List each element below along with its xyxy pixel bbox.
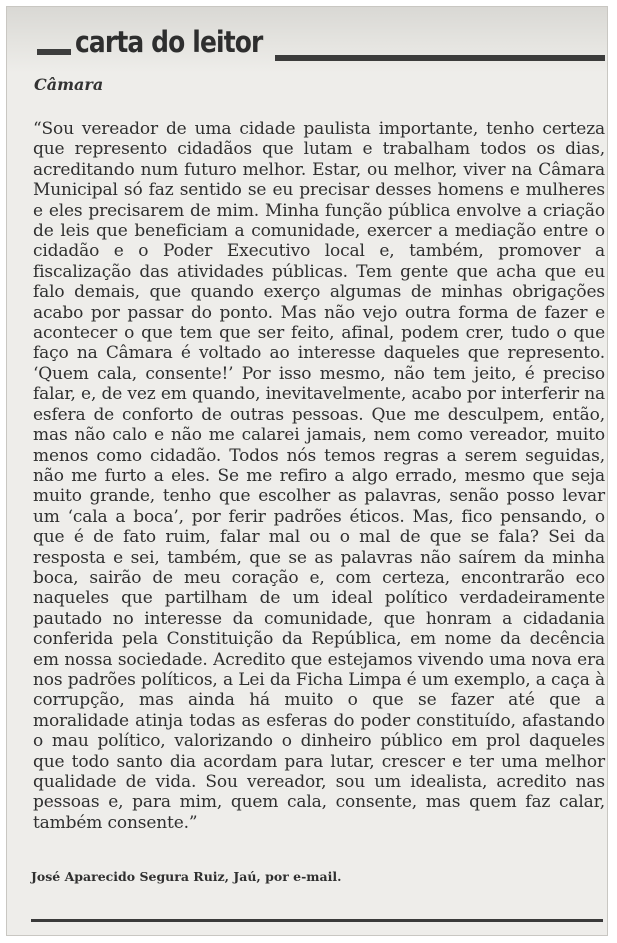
bottom-rule: [31, 919, 603, 922]
header-rule: [275, 55, 605, 61]
letter-body: “Sou vereador de uma cidade paulista importante, tenho certeza que represento cidadãos que lutam e trabalham todos os dias, acreditando num futuro melhor. Estar, ou melhor, viver na Câmara Municipal só faz sentido se eu precisar desses homens e mulheres e eles precisarem de mim. Minha função pública envolve a criação de leis que beneficiam a comunidade, exercer a mediação entre o cidadão e o Poder Executivo local e, também, promover a fiscalização das atividades públicas. Tem gente que acha que eu falo demais, que quando exerço algumas de minhas obrigações acabo por passar do ponto. Mas não vejo outra forma de fazer e acontecer o que tem que ser feito, afinal, podem crer, tudo o que faço na Câmara é voltado ao interesse daqueles que represento. ‘Quem cala, consente!’ Por isso mesmo, não tem jeito, é preciso falar, e, de vez em quando, inevitavelmente, acabo por interferir na esfera de conforto de outras pessoas. Que me desculpem, então, mas não calo e não me calarei jamais, nem como vereador, muito menos como cidadão. Todos nós temos regras a serem seguidas, não me furto a eles. Se me refiro a algo errado, mesmo que seja muito grande, tenho que escolher as palavras, senão posso levar um ‘cala a boca’, por ferir padrões éticos. Mas, fico pensando, o que é de fato ruim, falar mal ou o mal de que se fala? Sei da resposta e sei, também, que se as palavras não saírem da minha boca, sairão de meu coração e, com certeza, encontrarão eco naqueles que partilham de um ideal político verdadeiramente pautado no interesse da comunidade, que honram a cidadania conferida pela Constituição da República, em nome da decência em nossa sociedade. Acredito que estejamos vivendo uma nova era nos padrões políticos, a Lei da Ficha Limpa é um exemplo, a caça à corrupção, mas ainda há muito o que se fazer até que a moralidade atinja todas as esferas do poder constituído, afastando o mau político, valorizando o dinheiro público em prol daqueles que todo santo dia acordam para lutar, crescer e ter uma melhor qualidade de vida. Sou vereador, sou um idealista, acredito nas pessoas e, para mim, quem cala, consente, mas quem faz calar, também consente.”: [33, 119, 605, 833]
header-dash: [37, 49, 71, 55]
column-header: [7, 7, 607, 73]
section-title: Câmara: [34, 75, 104, 94]
newspaper-clipping: [6, 6, 608, 936]
column-title: carta do leitor: [75, 25, 263, 59]
letter-signature: José Aparecido Segura Ruiz, Jaú, por e-mail.: [31, 869, 342, 884]
